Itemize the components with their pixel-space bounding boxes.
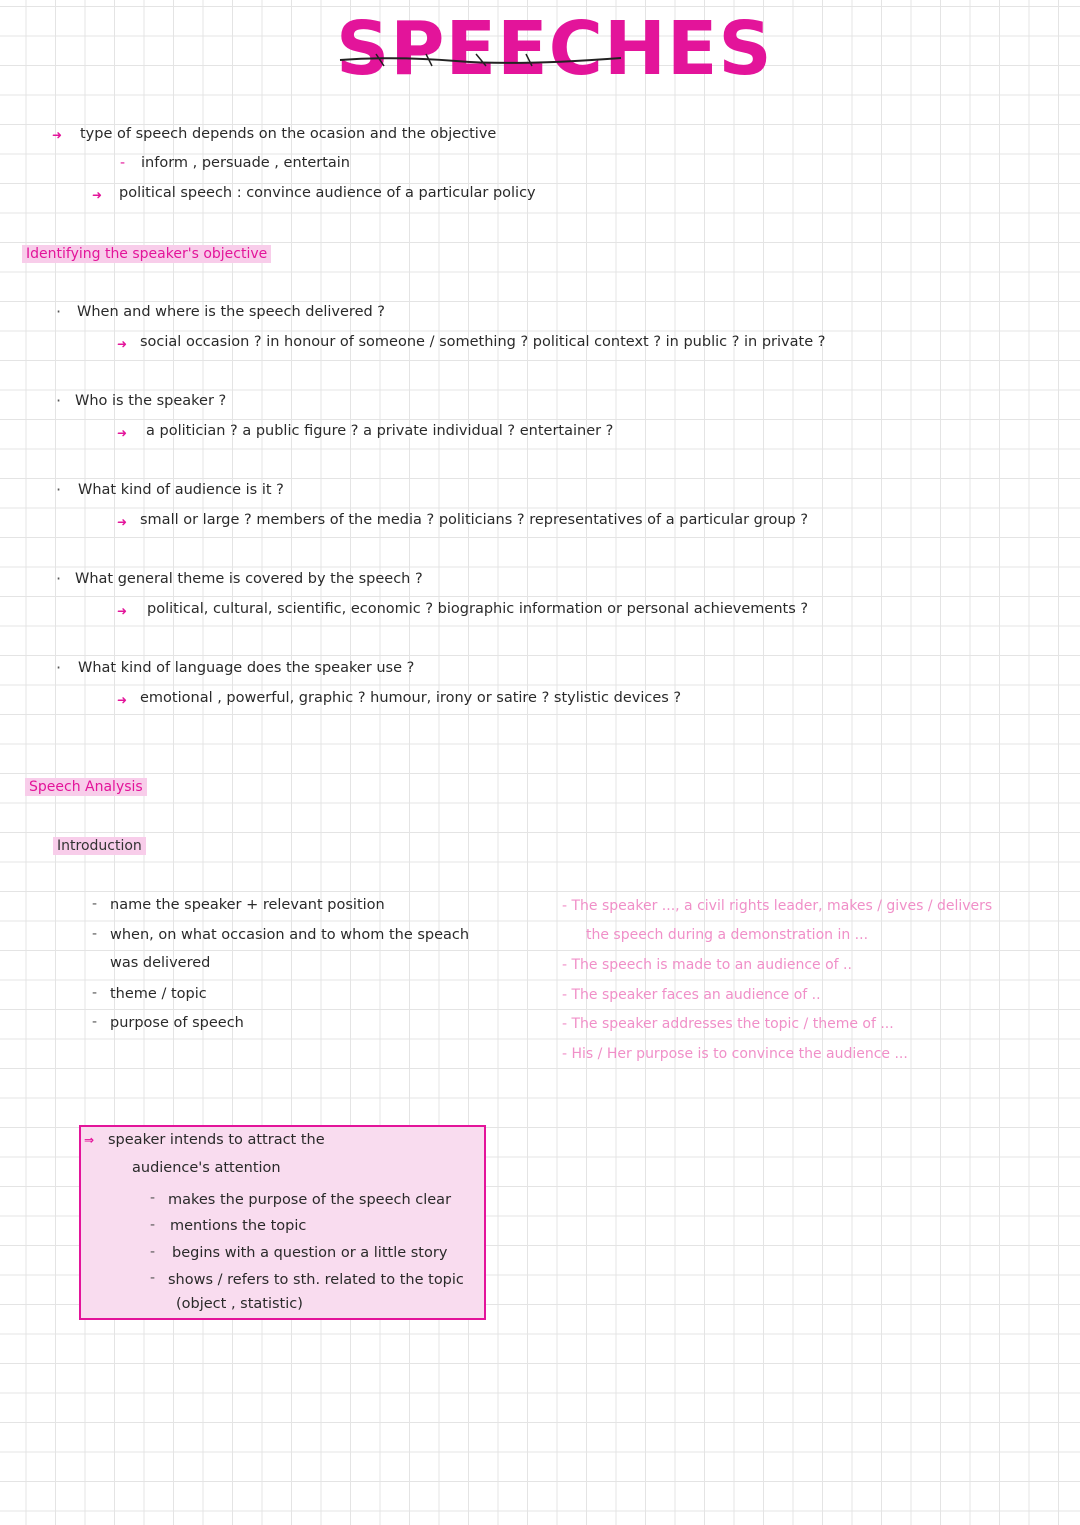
box-line-1: speaker intends to attract the	[108, 1132, 325, 1148]
bullet-dot-icon: ·	[56, 391, 62, 410]
phrase-line: - The speaker ..., a civil rights leader, makes / gives / delivers	[562, 898, 993, 914]
bullet-dot-icon: ·	[56, 302, 62, 321]
box-item: shows / refers to sth. related to the topic	[168, 1272, 464, 1288]
section-heading-objective: Identifying the speaker's objective	[22, 245, 271, 263]
answer-5: emotional , powerful, graphic ? humour, irony or satire ? stylistic devices ?	[140, 690, 682, 706]
bullet-dash-icon: -	[92, 985, 98, 1001]
answer-3: small or large ? members of the media ? politicians ? representatives of a particular group ?	[140, 512, 809, 528]
phrase-line: - The speaker faces an audience of ..	[562, 987, 821, 1003]
bullet-dot-icon: ·	[56, 569, 62, 588]
arrow-icon: ➜	[92, 188, 103, 202]
box-item: mentions the topic	[170, 1218, 307, 1234]
intro-point: purpose of speech	[110, 1015, 244, 1031]
question-1: When and where is the speech delivered ?	[77, 304, 386, 320]
double-arrow-icon: ⇒	[84, 1133, 95, 1147]
phrase-line: - The speaker addresses the topic / theme of ...	[562, 1016, 894, 1032]
section-heading-analysis: Speech Analysis	[25, 778, 147, 796]
subheading-introduction: Introduction	[53, 837, 146, 855]
bullet-dash-icon: -	[150, 1217, 156, 1233]
box-item: begins with a question or a little story	[172, 1245, 448, 1261]
question-5: What kind of language does the speaker use ?	[78, 660, 415, 676]
bullet-dash-icon: -	[150, 1190, 156, 1206]
intro-point: was delivered	[110, 955, 211, 971]
phrase-line: - His / Her purpose is to convince the audience ...	[562, 1046, 908, 1062]
bullet-dash-icon: -	[92, 896, 98, 912]
bullet-dot-icon: ·	[56, 480, 62, 499]
phrase-line: - The speech is made to an audience of ..	[562, 957, 852, 973]
answer-2: a politician ? a public figure ? a private individual ? entertainer ?	[146, 423, 614, 439]
intro-point: name the speaker + relevant position	[110, 897, 385, 913]
arrow-icon: ➜	[117, 693, 128, 707]
title-underline	[336, 48, 626, 78]
arrow-icon: ➜	[52, 128, 63, 142]
bullet-dash-icon: -	[92, 1014, 98, 1030]
bullet-dash-icon: -	[150, 1270, 156, 1286]
intro-point: when, on what occasion and to whom the speach	[110, 927, 470, 943]
answer-1: social occasion ? in honour of someone / something ? political context ? in public ? in private ?	[140, 334, 826, 350]
bullet-dash-icon: -	[150, 1244, 156, 1260]
question-3: What kind of audience is it ?	[78, 482, 284, 498]
arrow-icon: ➜	[117, 426, 128, 440]
intro-point: theme / topic	[110, 986, 207, 1002]
question-4: What general theme is covered by the speech ?	[75, 571, 423, 587]
arrow-icon: ➜	[117, 604, 128, 618]
arrow-icon: ➜	[117, 337, 128, 351]
question-2: Who is the speaker ?	[75, 393, 227, 409]
box-item: makes the purpose of the speech clear	[168, 1192, 452, 1208]
page-title: SPEECHES	[336, 6, 773, 92]
intro-line-1: type of speech depends on the ocasion and the objective	[80, 126, 497, 142]
box-line-2: audience's attention	[132, 1160, 281, 1176]
intro-line-3: political speech : convince audience of a particular policy	[119, 185, 536, 201]
box-item: (object , statistic)	[176, 1296, 303, 1312]
bullet-dash-icon: -	[92, 926, 98, 942]
intro-line-2: inform , persuade , entertain	[141, 155, 350, 171]
phrase-line: the speech during a demonstration in ...	[586, 927, 869, 943]
bullet-dot-icon: ·	[56, 658, 62, 677]
bullet-dash-icon: -	[120, 155, 126, 171]
answer-4: political, cultural, scientific, economic ? biographic information or personal achievements ?	[147, 601, 809, 617]
arrow-icon: ➜	[117, 515, 128, 529]
